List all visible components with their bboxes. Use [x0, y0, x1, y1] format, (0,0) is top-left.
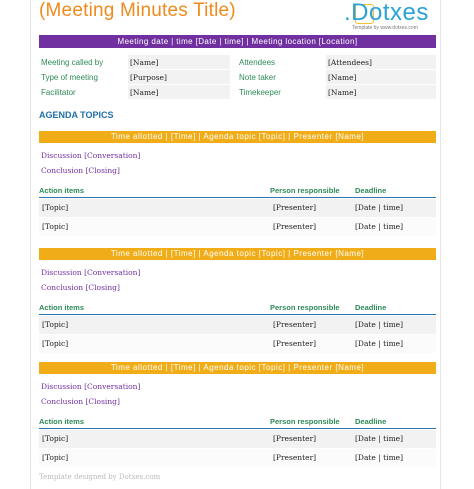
timekeeper-label: Timekeeper — [239, 88, 281, 97]
discussion-text[interactable]: Discussion [Conversation] — [41, 382, 141, 391]
info-row — [39, 85, 436, 100]
topic-bar: Time allotted | [Time] | Agenda topic [Topic] | Presenter [Name] — [39, 248, 436, 260]
deadline-col-label: Deadline — [355, 186, 387, 195]
logo-tagline: Template by www.dotxes.com — [352, 25, 418, 31]
action-topic: [Topic] — [42, 222, 69, 231]
agenda-topics-heading: AGENDA TOPICS — [39, 110, 114, 120]
timekeeper-field[interactable] — [326, 85, 436, 100]
action-topic: [Topic] — [42, 320, 69, 329]
action-items-col-label: Action items — [39, 417, 85, 426]
action-items-col-label: Action items — [39, 303, 85, 312]
action-topic: [Topic] — [42, 203, 69, 212]
action-deadline: [Date | time] — [355, 453, 404, 462]
type-of-meeting-field[interactable] — [128, 70, 230, 85]
action-topic: [Topic] — [42, 434, 69, 443]
logo-wordmark: .Dotxes — [344, 0, 429, 26]
action-items-col-label: Action items — [39, 186, 85, 195]
action-items-header — [39, 303, 436, 315]
attendees-label: Attendees — [239, 58, 276, 67]
action-item-row[interactable] — [39, 316, 436, 334]
topic-bar: Time allotted | [Time] | Agenda topic [Topic] | Presenter [Name] — [39, 362, 436, 374]
action-presenter: [Presenter] — [273, 453, 317, 462]
action-item-row[interactable] — [39, 199, 436, 217]
facilitator-label: Facilitator — [41, 88, 76, 97]
meeting-called-by-label: Meeting called by — [41, 58, 104, 67]
action-deadline: [Date | time] — [355, 434, 404, 443]
action-item-row[interactable] — [39, 218, 436, 236]
timekeeper-value: [Name] — [328, 88, 357, 97]
conclusion-text[interactable]: Conclusion [Closing] — [41, 166, 120, 175]
footer-credit: Template designed by Dotxes.com — [39, 473, 161, 481]
attendees-value: [Attendees] — [328, 58, 372, 67]
conclusion-text[interactable]: Conclusion [Closing] — [41, 397, 120, 406]
action-item-row[interactable] — [39, 430, 436, 448]
discussion-text[interactable]: Discussion [Conversation] — [41, 268, 141, 277]
action-items-header — [39, 186, 436, 198]
info-row — [39, 70, 436, 85]
action-presenter: [Presenter] — [273, 434, 317, 443]
action-presenter: [Presenter] — [273, 320, 317, 329]
facilitator-value: [Name] — [130, 88, 159, 97]
type-of-meeting-value: [Purpose] — [130, 73, 167, 82]
type-of-meeting-label: Type of meeting — [41, 73, 98, 82]
info-row — [39, 55, 436, 70]
meeting-meta-bar: Meeting date | time [Date | time] | Meeting location [Location] — [39, 35, 436, 48]
conclusion-text[interactable]: Conclusion [Closing] — [41, 283, 120, 292]
action-presenter: [Presenter] — [273, 203, 317, 212]
page-title: (Meeting Minutes Title) — [39, 0, 236, 21]
action-presenter: [Presenter] — [273, 222, 317, 231]
dotxes-logo — [344, 2, 436, 32]
meeting-called-by-value: [Name] — [130, 58, 159, 67]
facilitator-field[interactable] — [128, 85, 230, 100]
action-deadline: [Date | time] — [355, 339, 404, 348]
deadline-col-label: Deadline — [355, 303, 387, 312]
action-item-row[interactable] — [39, 449, 436, 467]
note-taker-field[interactable] — [326, 70, 436, 85]
person-responsible-col-label: Person responsible — [270, 417, 340, 426]
action-presenter: [Presenter] — [273, 339, 317, 348]
discussion-text[interactable]: Discussion [Conversation] — [41, 151, 141, 160]
action-deadline: [Date | time] — [355, 320, 404, 329]
topic-bar: Time allotted | [Time] | Agenda topic [Topic] | Presenter [Name] — [39, 131, 436, 143]
deadline-col-label: Deadline — [355, 417, 387, 426]
note-taker-value: [Name] — [328, 73, 357, 82]
attendees-field[interactable] — [326, 55, 436, 70]
action-deadline: [Date | time] — [355, 222, 404, 231]
action-deadline: [Date | time] — [355, 203, 404, 212]
person-responsible-col-label: Person responsible — [270, 303, 340, 312]
action-items-header — [39, 417, 436, 429]
person-responsible-col-label: Person responsible — [270, 186, 340, 195]
note-taker-label: Note taker — [239, 73, 276, 82]
action-item-row[interactable] — [39, 335, 436, 353]
action-topic: [Topic] — [42, 453, 69, 462]
meeting-called-by-field[interactable] — [128, 55, 230, 70]
action-topic: [Topic] — [42, 339, 69, 348]
